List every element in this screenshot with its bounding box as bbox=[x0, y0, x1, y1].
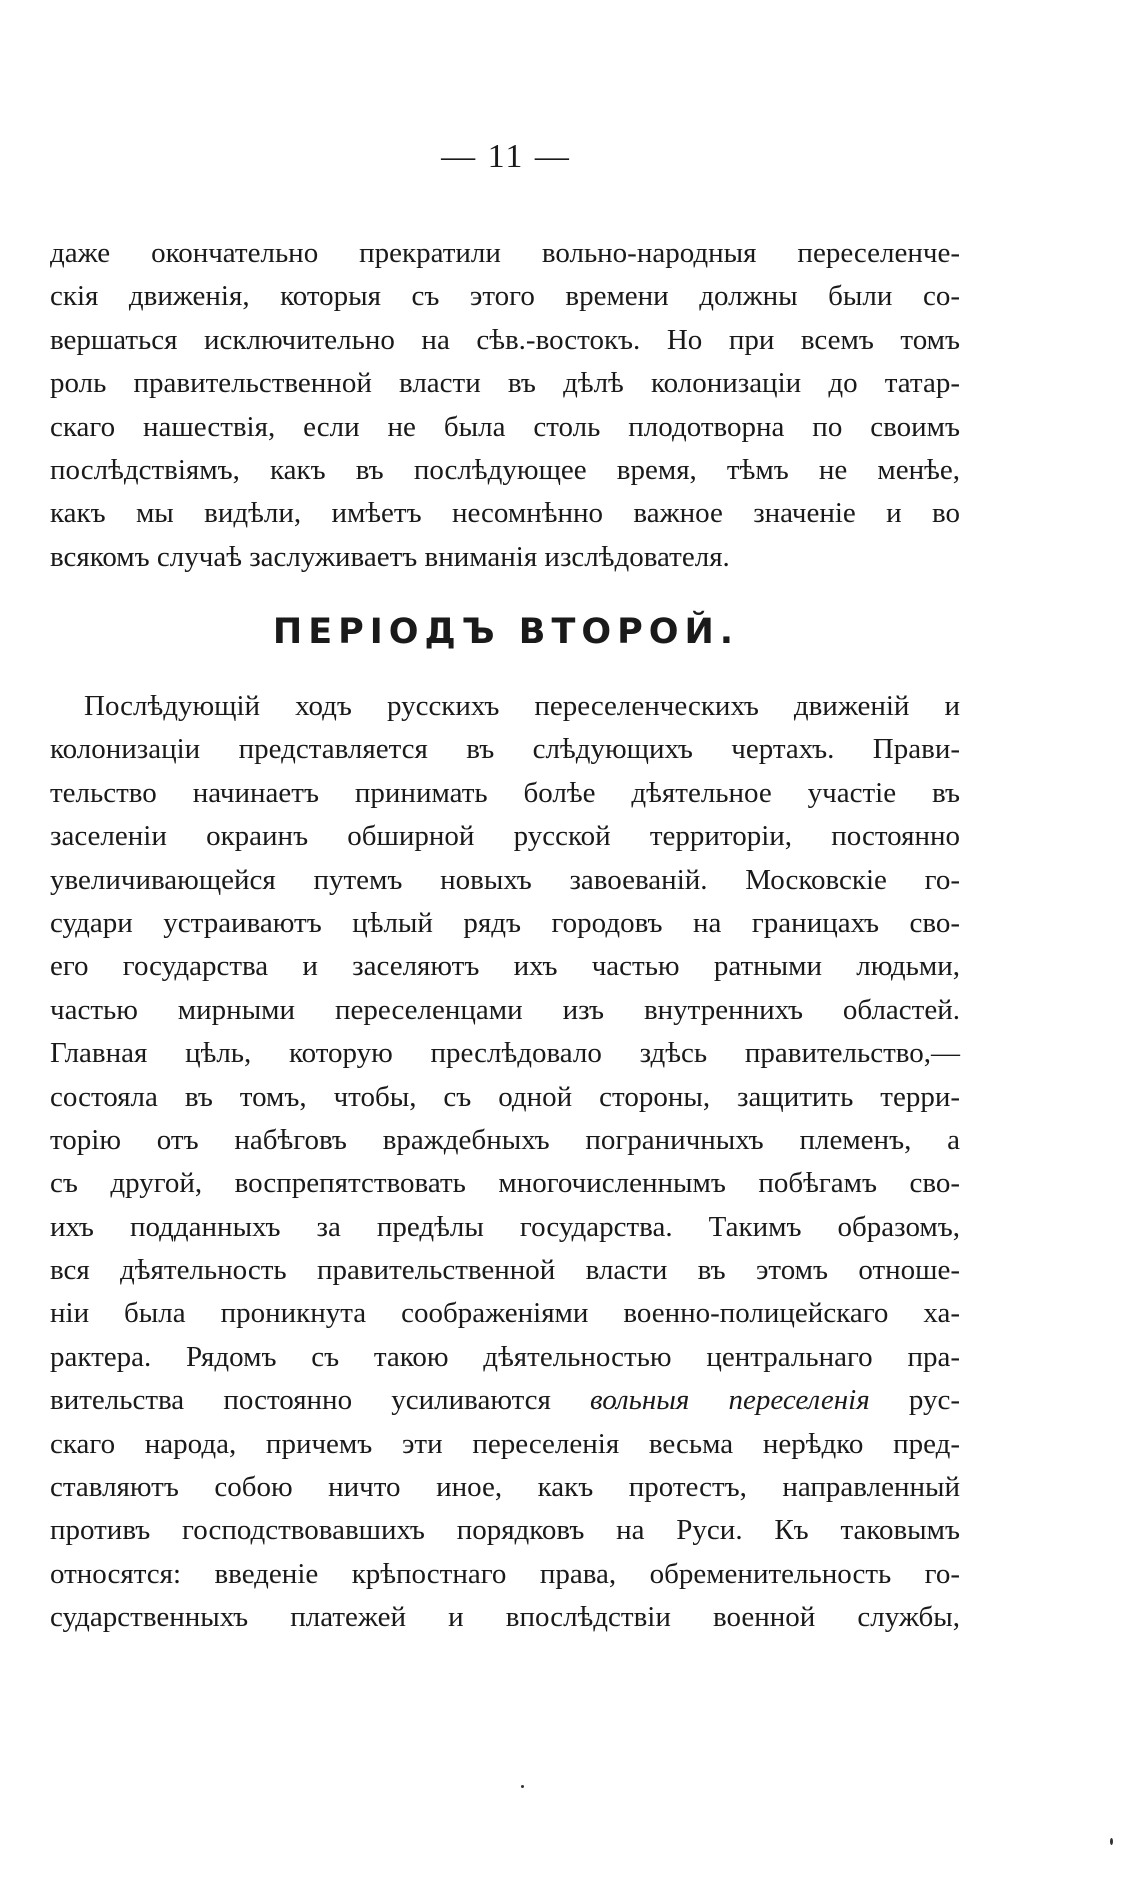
text-line: состояла въ томъ, чтобы, съ одной стороны, защитить терри- bbox=[50, 1080, 960, 1113]
text-line: вся дѣятельность правительственной власти въ этомъ отноше- bbox=[50, 1254, 960, 1287]
text-line-italic bbox=[50, 1379, 960, 1422]
text-line: увеличивающейся путемъ новыхъ завоеваній. Московскіе го- bbox=[50, 863, 960, 896]
text-line: ніи была проникнута соображеніями военно-полицейскаго ха- bbox=[50, 1297, 960, 1330]
page-number: — 11 — bbox=[441, 138, 571, 175]
text-line: колонизаціи представляется въ слѣдующихъ чертахъ. Прави- bbox=[50, 733, 960, 766]
text-line: тельство начинаетъ принимать болѣе дѣятельное участіе въ bbox=[50, 776, 960, 809]
paragraph-intro bbox=[50, 232, 960, 579]
text-line: судари устраиваютъ цѣлый рядъ городовъ на границахъ сво- bbox=[50, 906, 960, 939]
text-line: относятся: введеніе крѣпостнаго права, обременительность го- bbox=[50, 1557, 960, 1590]
paragraph-second-period bbox=[50, 685, 960, 1640]
text-line: ставляютъ собою ничто иное, какъ протестъ, направленный bbox=[50, 1471, 960, 1504]
text-line: даже окончательно прекратили вольно-народныя переселенче- bbox=[50, 237, 960, 269]
text-line: скія движенія, которыя съ этого времени должны были со- bbox=[50, 280, 960, 313]
text-line: частью мирными переселенцами изъ внутреннихъ областей. bbox=[50, 993, 960, 1026]
text-line: торію отъ набѣговъ враждебныхъ пограничныхъ племенъ, а bbox=[50, 1123, 960, 1156]
text-line: съ другой, воспрепятствовать многочисленнымъ побѣгамъ сво- bbox=[50, 1167, 960, 1200]
text-line: какъ мы видѣли, имѣетъ несомнѣнно важное значеніе и во bbox=[50, 497, 960, 530]
italic-phrase: вольныя переселенія bbox=[590, 1384, 870, 1417]
text-fragment: рус- bbox=[869, 1384, 961, 1417]
text-line: вершаться исключительно на сѣв.-востокъ. Но при всемъ томъ bbox=[50, 323, 960, 356]
text-line: рактера. Рядомъ съ такою дѣятельностью центральнаго пра- bbox=[50, 1340, 960, 1373]
text-line: ихъ подданныхъ за предѣлы государства. Такимъ образомъ, bbox=[50, 1210, 960, 1243]
text-line: послѣдствіямъ, какъ въ послѣдующее время, тѣмъ не менѣе, bbox=[50, 453, 960, 486]
text-line: заселеніи окраинъ обширной русской территоріи, постоянно bbox=[50, 820, 960, 853]
text-line: скаго нашествія, если не была столь плодотворна по своимъ bbox=[50, 410, 960, 443]
text-fragment: вительства постоянно усиливаются bbox=[50, 1384, 591, 1417]
text-line: Главная цѣль, которую преслѣдовало здѣсь правительство,— bbox=[50, 1037, 960, 1070]
print-speck bbox=[1110, 1838, 1113, 1845]
text-line: сударственныхъ платежей и впослѣдствіи военной службы, bbox=[50, 1601, 960, 1634]
section-heading: ПЕРІОДЪ ВТОРОЙ. bbox=[272, 612, 740, 652]
text-line: его государства и заселяютъ ихъ частью ратными людьми, bbox=[50, 950, 960, 983]
text-line: всякомъ случаѣ заслуживаетъ вниманія изслѣдователя. bbox=[50, 540, 730, 573]
text-line: роль правительственной власти въ дѣлѣ колонизаціи до татар- bbox=[50, 367, 960, 400]
text-line: скаго народа, причемъ эти переселенія весьма нерѣдко пред- bbox=[50, 1427, 960, 1460]
print-speck bbox=[521, 1785, 524, 1788]
text-line: Послѣдующій ходъ русскихъ переселенческихъ движеній и bbox=[84, 690, 960, 722]
text-line: противъ господствовавшихъ порядковъ на Руси. Къ таковымъ bbox=[50, 1514, 960, 1547]
